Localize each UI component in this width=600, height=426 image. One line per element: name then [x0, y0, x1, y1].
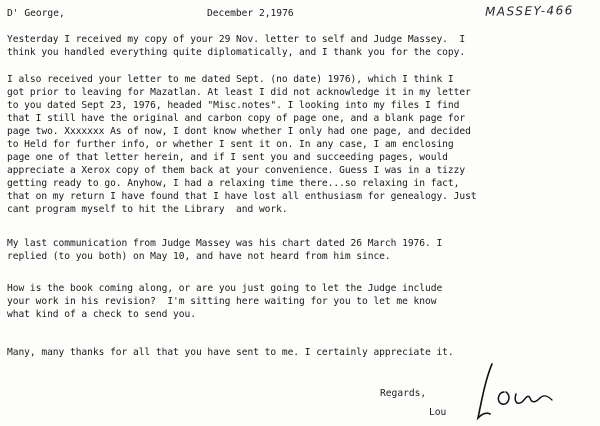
body-line: got prior to leaving for Mazatlan. At least I did not acknowledge it in my letter	[7, 87, 471, 98]
body-line: that I still have the original and carbon copy of page one, and a blank page for	[7, 113, 466, 124]
signer-name: Lou	[429, 407, 447, 418]
body-line: My last communication from Judge Massey was his chart dated 26 March 1976. I	[7, 238, 443, 249]
body-line: appreciate a Xerox copy of them back at your convenience. Guess I was in a tizzy	[7, 165, 466, 176]
closing: Regards,	[380, 388, 427, 399]
body-line: How is the book coming along, or are you just going to let the Judge include	[7, 283, 443, 294]
body-line: Yesterday I received my copy of your 29 Nov. letter to self and Judge Massey. I	[7, 34, 466, 45]
letter-date: December 2,1976	[207, 8, 294, 19]
body-line: think you handled everything quite diplomatically, and I thank you for the copy.	[7, 47, 466, 58]
handwritten-reference: MASSEY-466	[484, 3, 574, 19]
body-line: your work in his revision? I'm sitting here waiting for you to let me know	[7, 296, 437, 307]
body-line: replied (to you both) on May 10, and have not heard from him since.	[7, 251, 391, 262]
body-line: getting ready to go. Anyhow, I had a relaxing time there...so relaxing in fact,	[7, 178, 460, 189]
body-line: I also received your letter to me dated Sept. (no date) 1976), which I think I	[7, 74, 454, 85]
body-line: page one of that letter herein, and if I sent you and succeeding pages, would	[7, 152, 448, 163]
salutation: D' George,	[7, 8, 65, 19]
body-line: what kind of a check to send you.	[7, 309, 196, 320]
handwritten-signature	[452, 358, 572, 424]
body-line: Many, many thanks for all that you have sent to me. I certainly appreciate it.	[7, 347, 454, 358]
body-line: to Held for further info, or whether I sent it on. In any case, I am enclosing	[7, 139, 454, 150]
body-line: page two. Xxxxxxx As of now, I dont know whether I only had one page, and decided	[7, 126, 471, 137]
body-line: to you dated Sept 23, 1976, headed "Misc.notes". I looking into my files I find	[7, 100, 460, 111]
body-line: that on my return I have found that I have lost all enthusiasm for genealogy. Just	[7, 191, 477, 202]
body-line: cant program myself to hit the Library and work.	[7, 204, 288, 215]
